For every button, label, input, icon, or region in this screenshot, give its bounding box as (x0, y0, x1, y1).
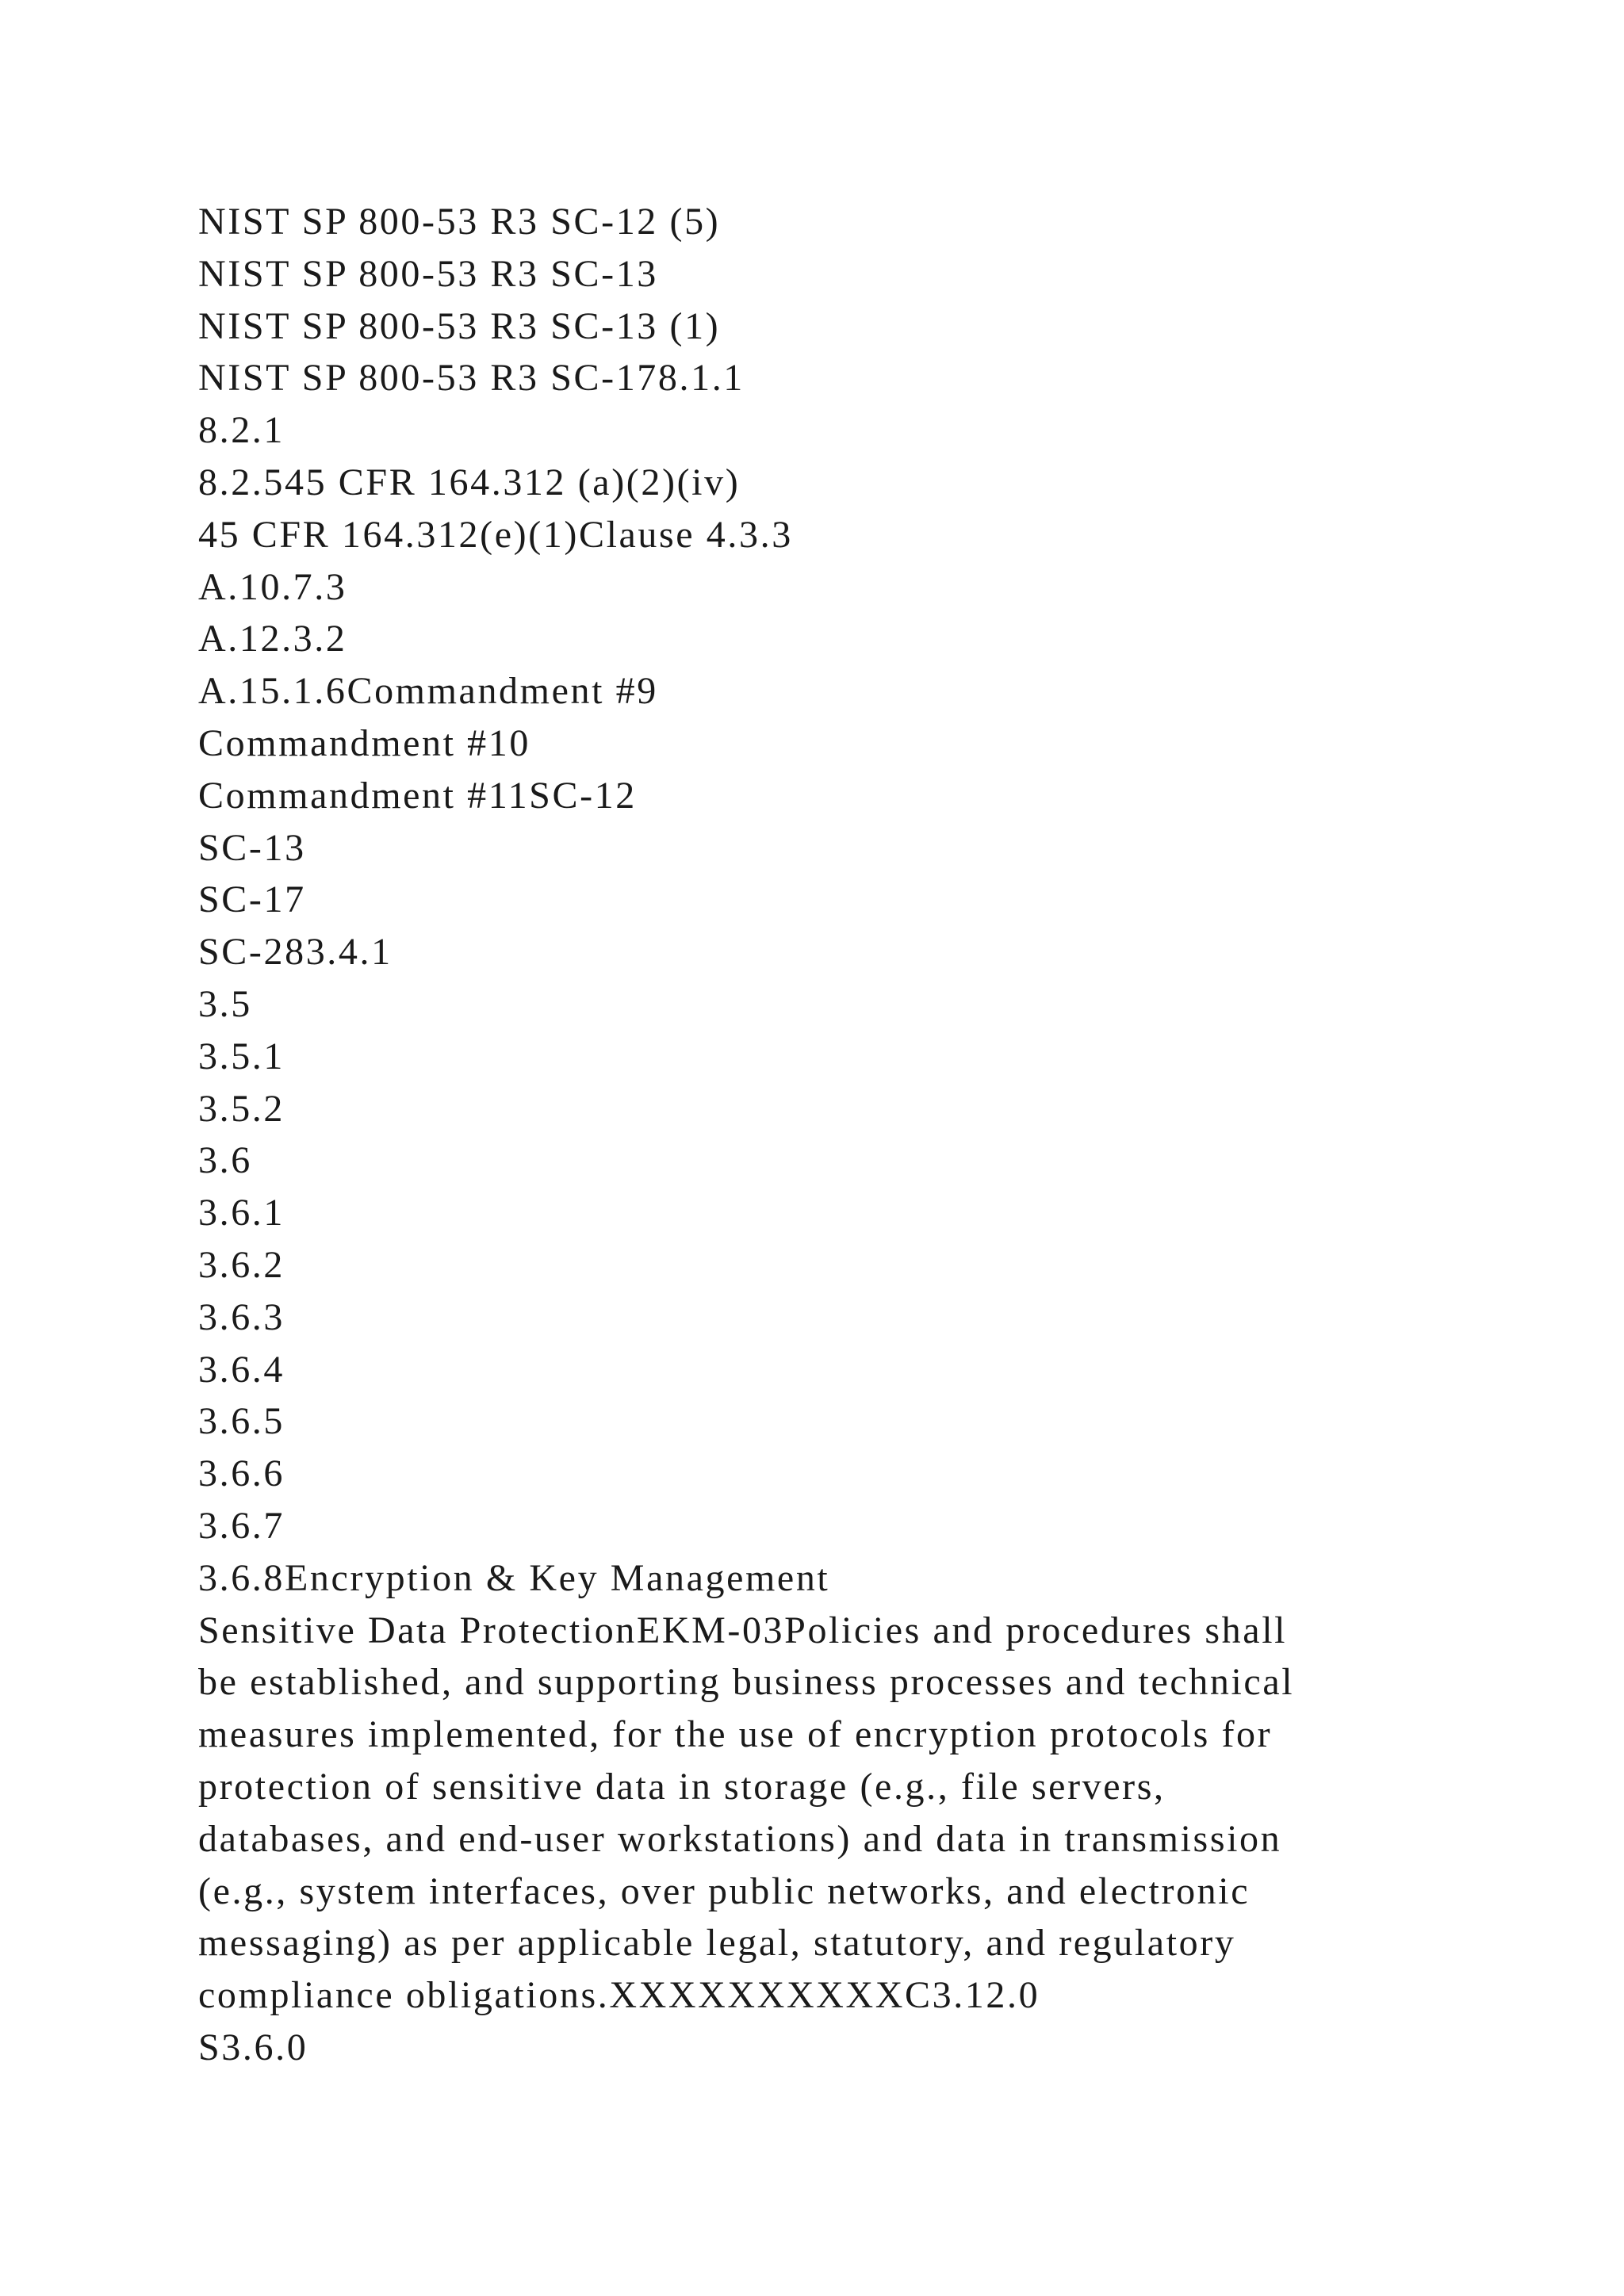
text-line: SC-13 (198, 826, 306, 869)
text-line: 3.6.1 (198, 1192, 285, 1234)
text-line: 3.6.7 (198, 1504, 285, 1547)
text-line: NIST SP 800-53 R3 SC-12 (5) (198, 201, 721, 243)
text-line: NIST SP 800-53 R3 SC-178.1.1 (198, 357, 745, 400)
text-line: databases, and end-user workstations) and data in transmission (198, 1817, 1282, 1860)
text-line: NIST SP 800-53 R3 SC-13 (198, 252, 658, 295)
document-text (198, 196, 1499, 2074)
text-line: be established, and supporting business processes and technical (198, 1661, 1295, 1704)
text-line: 3.6.4 (198, 1348, 285, 1391)
text-line: 3.6.2 (198, 1243, 285, 1286)
text-line: 3.5.1 (198, 1035, 285, 1077)
text-line: (e.g., system interfaces, over public networks, and electronic (198, 1869, 1251, 1912)
text-line: 3.6.3 (198, 1295, 285, 1338)
text-line: A.15.1.6Commandment #9 (198, 670, 658, 713)
text-line: compliance obligations.XXXXXXXXXXC3.12.0 (198, 1974, 1040, 2017)
text-line: A.10.7.3 (198, 565, 347, 608)
text-line: 8.2.545 CFR 164.312 (a)(2)(iv) (198, 461, 741, 503)
text-line: 3.6.8Encryption & Key Management (198, 1556, 830, 1599)
text-line: messaging) as per applicable legal, statutory, and regulatory (198, 1922, 1236, 1965)
text-line: NIST SP 800-53 R3 SC-13 (1) (198, 304, 721, 347)
text-line: S3.6.0 (198, 2026, 308, 2068)
text-line: Sensitive Data ProtectionEKM-03Policies and procedures shall (198, 1609, 1288, 1651)
text-line: 3.6.6 (198, 1452, 285, 1495)
text-line: SC-17 (198, 878, 306, 921)
text-line: 3.6 (198, 1139, 252, 1182)
text-line: 3.6.5 (198, 1400, 285, 1443)
text-line: 8.2.1 (198, 409, 285, 452)
text-line: 3.5.2 (198, 1087, 285, 1130)
text-line: 3.5 (198, 982, 252, 1025)
text-line: protection of sensitive data in storage (e.g., file servers, (198, 1765, 1166, 1808)
text-line: 45 CFR 164.312(e)(1)Clause 4.3.3 (198, 513, 793, 556)
text-line: measures implemented, for the use of encryption protocols for (198, 1713, 1273, 1756)
text-line: SC-283.4.1 (198, 931, 393, 974)
text-line: Commandment #11SC-12 (198, 774, 637, 817)
text-line: A.12.3.2 (198, 618, 347, 660)
text-line: Commandment #10 (198, 721, 530, 764)
